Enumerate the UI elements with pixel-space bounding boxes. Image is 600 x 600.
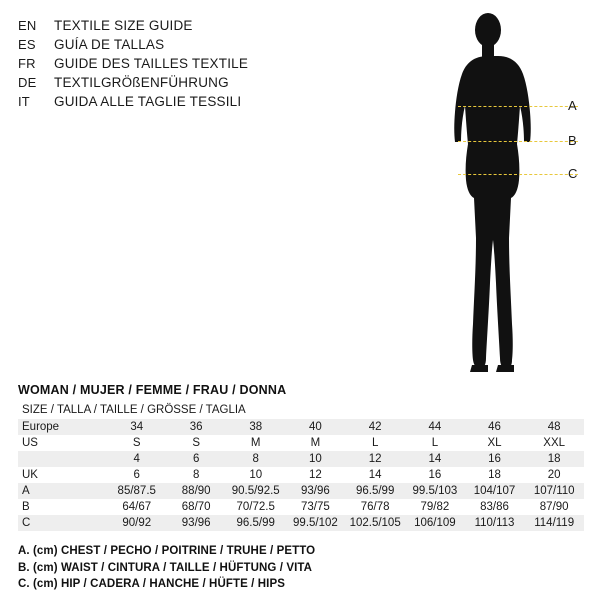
row-label: C	[18, 515, 107, 531]
language-code: DE	[18, 75, 37, 90]
table-cell: 36	[167, 419, 226, 435]
language-code: IT	[18, 94, 30, 109]
table-row	[18, 435, 584, 451]
table-cell: 88/90	[167, 483, 226, 499]
table-cell: 79/82	[405, 499, 465, 515]
table-cell: 34	[107, 419, 167, 435]
table-cell: 96.5/99	[226, 515, 286, 531]
table-cell: 99.5/103	[405, 483, 465, 499]
table-row	[18, 499, 584, 515]
size-table-section	[18, 383, 584, 531]
female-body-figure	[410, 8, 595, 378]
table-cell: 16	[405, 467, 465, 483]
table-cell: L	[345, 435, 405, 451]
language-row	[18, 92, 348, 111]
row-label: US	[18, 435, 107, 451]
table-cell: 96.5/99	[345, 483, 405, 499]
table-cell: 6	[167, 451, 226, 467]
table-cell: 18	[524, 451, 584, 467]
table-cell: 6	[107, 467, 167, 483]
language-title: GUÍA DE TALLAS	[54, 37, 165, 52]
table-cell: 114/119	[524, 515, 584, 531]
table-header-label: SIZE / TALLA / TAILLE / GRÖSSE / TAGLIA	[18, 402, 584, 419]
row-label: B	[18, 499, 107, 515]
language-code: EN	[18, 18, 37, 33]
language-row	[18, 16, 348, 35]
table-header-row	[18, 402, 584, 419]
table-caption: WOMAN / MUJER / FEMME / FRAU / DONNA	[18, 383, 287, 397]
table-cell: 46	[465, 419, 525, 435]
measure-line-c	[458, 174, 578, 175]
language-row	[18, 35, 348, 54]
table-cell: XL	[465, 435, 525, 451]
table-cell: M	[226, 435, 286, 451]
table-cell: S	[167, 435, 226, 451]
table-cell: 12	[286, 467, 346, 483]
measure-line-a	[458, 106, 578, 107]
table-cell: 73/75	[286, 499, 346, 515]
table-cell: L	[405, 435, 465, 451]
table-cell: 20	[524, 467, 584, 483]
table-cell: 14	[345, 467, 405, 483]
table-cell: 68/70	[167, 499, 226, 515]
measure-label-c: C	[568, 166, 578, 181]
table-row	[18, 515, 584, 531]
table-cell: M	[286, 435, 346, 451]
language-row	[18, 73, 348, 92]
table-cell: 99.5/102	[286, 515, 346, 531]
table-cell: 10	[286, 451, 346, 467]
table-cell: 93/96	[167, 515, 226, 531]
note-line-a: A. (cm) CHEST / PECHO / POITRINE / TRUHE / PETTO	[18, 545, 316, 557]
table-row	[18, 451, 584, 467]
measure-label-a: A	[568, 98, 577, 113]
table-cell: 18	[465, 467, 525, 483]
measure-label-b: B	[568, 133, 577, 148]
table-cell: 110/113	[465, 515, 525, 531]
table-cell: 8	[167, 467, 226, 483]
table-cell: 44	[405, 419, 465, 435]
language-title: GUIDA ALLE TAGLIE TESSILI	[54, 94, 242, 109]
table-cell: 85/87.5	[107, 483, 167, 499]
row-label	[18, 451, 107, 467]
table-cell: 38	[226, 419, 286, 435]
table-cell: 8	[226, 451, 286, 467]
table-cell: 76/78	[345, 499, 405, 515]
table-cell: XXL	[524, 435, 584, 451]
row-label: A	[18, 483, 107, 499]
table-cell: 93/96	[286, 483, 346, 499]
table-cell: 14	[405, 451, 465, 467]
table-cell: 4	[107, 451, 167, 467]
table-row	[18, 419, 584, 435]
table-row	[18, 467, 584, 483]
table-cell: 90/92	[107, 515, 167, 531]
measurement-notes	[18, 543, 518, 593]
language-row	[18, 54, 348, 73]
table-cell: 90.5/92.5	[226, 483, 286, 499]
table-cell: 70/72.5	[226, 499, 286, 515]
table-cell: 10	[226, 467, 286, 483]
row-label: UK	[18, 467, 107, 483]
language-title: TEXTILGRÖßENFÜHRUNG	[54, 75, 229, 90]
table-cell: 40	[286, 419, 346, 435]
size-table	[18, 402, 584, 531]
table-cell: S	[107, 435, 167, 451]
table-cell: 102.5/105	[345, 515, 405, 531]
female-silhouette-icon	[410, 8, 595, 378]
table-cell: 12	[345, 451, 405, 467]
language-title: GUIDE DES TAILLES TEXTILE	[54, 56, 249, 71]
measure-line-b	[458, 141, 578, 142]
table-cell: 107/110	[524, 483, 584, 499]
table-cell: 48	[524, 419, 584, 435]
table-cell: 42	[345, 419, 405, 435]
note-line-c: C. (cm) HIP / CADERA / HANCHE / HÜFTE / HIPS	[18, 578, 286, 590]
table-cell: 83/86	[465, 499, 525, 515]
note-line-b: B. (cm) WAIST / CINTURA / TAILLE / HÜFTUNG / VITA	[18, 561, 313, 574]
table-cell: 64/67	[107, 499, 167, 515]
table-cell: 104/107	[465, 483, 525, 499]
table-cell: 87/90	[524, 499, 584, 515]
row-label: Europe	[18, 419, 107, 435]
language-code: ES	[18, 37, 36, 52]
table-cell: 106/109	[405, 515, 465, 531]
table-row	[18, 483, 584, 499]
language-title-list	[18, 16, 348, 111]
language-title: TEXTILE SIZE GUIDE	[54, 18, 193, 33]
language-code: FR	[18, 56, 36, 71]
table-cell: 16	[465, 451, 525, 467]
